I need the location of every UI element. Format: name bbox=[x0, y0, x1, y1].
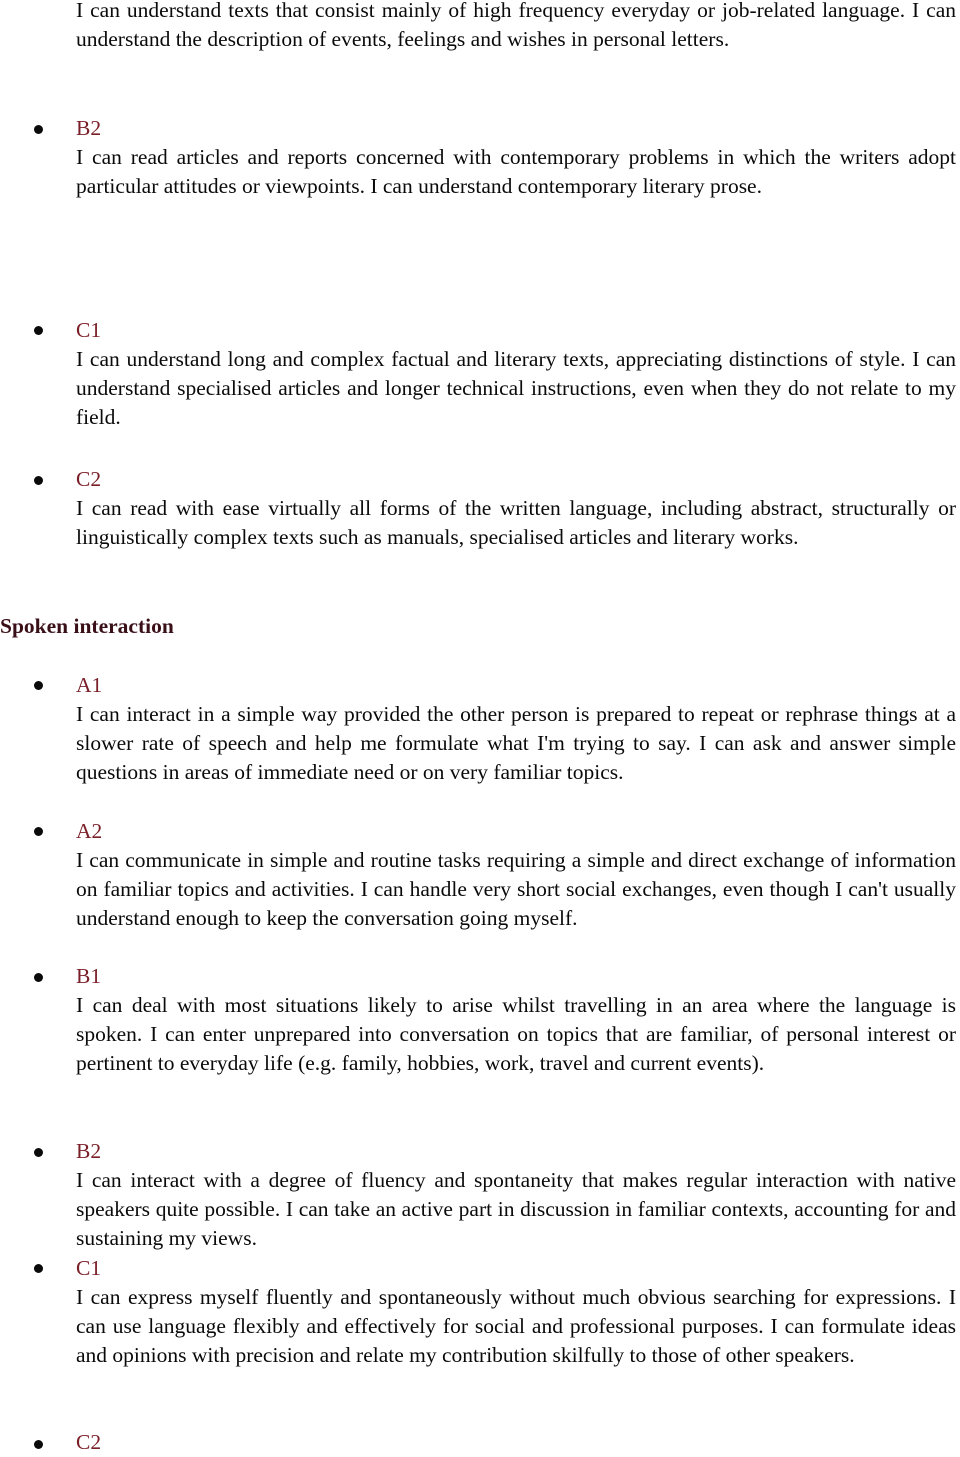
spoken-a2-text: I can communicate in simple and routine tasks requiring a simple and direct exchange of information on familiar topics and activities. I can handle very short social exchanges, even though I can't usually understand enough to keep the conversation going myself. bbox=[76, 848, 956, 931]
spoken-b2-text: I can interact with a degree of fluency and spontaneity that makes regular interaction with native speakers quite possible. I can take an active part in discussion in familiar contexts, accounting for and sustaining my views. bbox=[76, 1168, 956, 1251]
bullet-icon bbox=[34, 1264, 43, 1273]
spoken-b2-level: B2 bbox=[76, 1139, 102, 1163]
spoken-a1-text: I can interact in a simple way provided the other person is prepared to repeat or rephrase things at a slower rate of speech and help me formulate what I'm trying to say. I can ask and answer simple questions in areas of immediate need or on very familiar topics. bbox=[76, 702, 956, 785]
reading-b2-level: B2 bbox=[76, 116, 102, 140]
bullet-icon bbox=[34, 681, 43, 690]
reading-c2-level: C2 bbox=[76, 467, 102, 491]
spoken-a2-level: A2 bbox=[76, 819, 103, 843]
bullet-icon bbox=[34, 1440, 43, 1449]
reading-b2-text: I can read articles and reports concerned with contemporary problems in which the writers adopt particular attitudes or viewpoints. I can understand contemporary literary prose. bbox=[76, 145, 956, 199]
reading-c1-text: I can understand long and complex factual and literary texts, appreciating distinctions of style. I can understand specialised articles and longer technical instructions, even when they do not relate to my field. bbox=[76, 347, 956, 430]
bullet-icon bbox=[34, 1148, 43, 1157]
spoken-b1-level: B1 bbox=[76, 964, 102, 988]
section-heading-spoken-interaction: Spoken interaction bbox=[0, 614, 174, 638]
spoken-a1-level: A1 bbox=[76, 673, 103, 697]
spoken-c1-level: C1 bbox=[76, 1256, 102, 1280]
spoken-b1-text: I can deal with most situations likely to arise whilst travelling in an area where the language is spoken. I can enter unprepared into conversation on topics that are familiar, of personal interest or pertinent to everyday life (e.g. family, hobbies, work, travel and current events). bbox=[76, 993, 956, 1076]
reading-c2-text: I can read with ease virtually all forms of the written language, including abstract, structurally or linguistically complex texts such as manuals, specialised articles and literary works. bbox=[76, 496, 956, 550]
reading-c1-level: C1 bbox=[76, 318, 102, 342]
bullet-icon bbox=[34, 125, 43, 134]
spoken-c2-level: C2 bbox=[76, 1430, 102, 1454]
spoken-c1-text: I can express myself fluently and spontaneously without much obvious searching for expressions. I can use language flexibly and effectively for social and professional purposes. I can formulate ideas and opinions with precision and relate my contribution skilfully to those of other speakers. bbox=[76, 1285, 956, 1368]
reading-b1-text: I can understand texts that consist mainly of high frequency everyday or job-related language. I can understand the description of events, feelings and wishes in personal letters. bbox=[76, 0, 956, 52]
bullet-icon bbox=[34, 827, 43, 836]
bullet-icon bbox=[34, 476, 43, 485]
bullet-icon bbox=[34, 326, 43, 335]
bullet-icon bbox=[34, 973, 43, 982]
